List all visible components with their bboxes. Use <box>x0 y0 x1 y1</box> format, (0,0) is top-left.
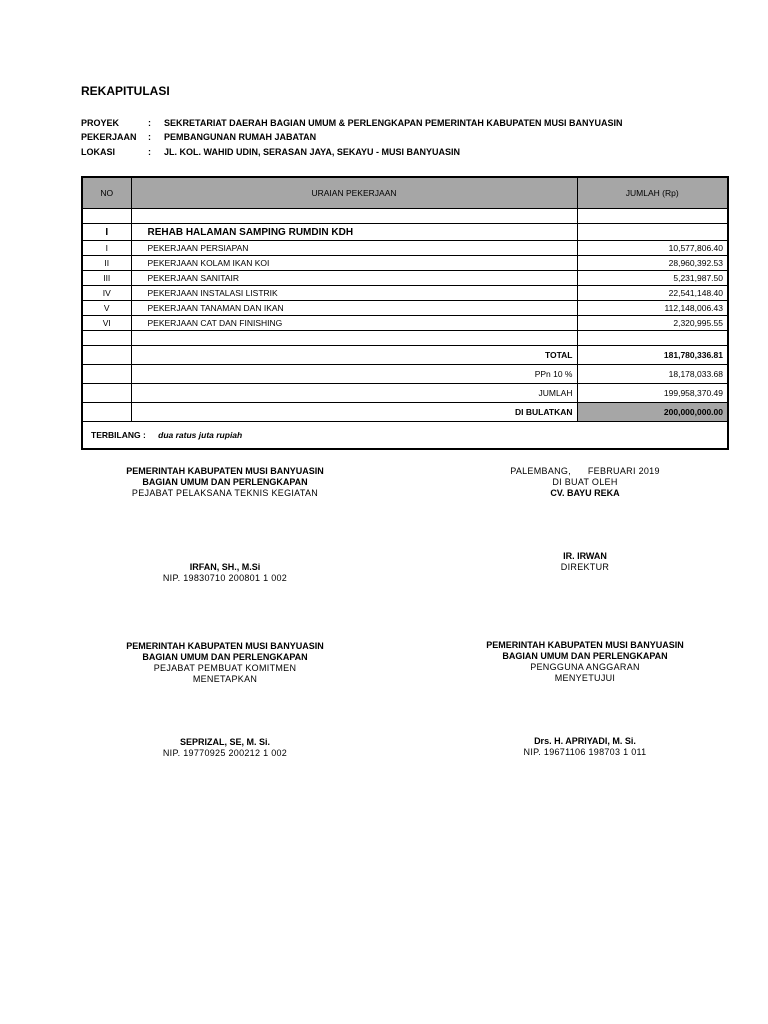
jumlah-row <box>82 384 728 403</box>
jumlah-amount: 199,958,370.49 <box>577 384 728 403</box>
row-desc: PEKERJAAN SANITAIR <box>131 271 577 286</box>
org-name: PEMERINTAH KABUPATEN MUSI BANYUASIN <box>486 640 684 650</box>
signature-block-ppk <box>90 641 360 759</box>
jumlah-label: JUMLAH <box>131 384 577 403</box>
row-no: III <box>82 271 131 286</box>
meta-value: JL. KOL. WAHID UDIN, SERASAN JAYA, SEKAYU - MUSI BANYUASIN <box>164 147 461 157</box>
table-row <box>82 256 728 271</box>
rekap-table <box>81 176 729 450</box>
signer-nip: NIP. 19770925 200212 1 002 <box>162 748 288 758</box>
ppn-amount: 18,178,033.68 <box>577 365 728 384</box>
company-name: CV. BAYU REKA <box>550 488 620 498</box>
row-no: II <box>82 256 131 271</box>
section-title: REHAB HALAMAN SAMPING RUMDIN KDH <box>131 224 577 241</box>
signer-name: IRFAN, SH., M.Si <box>189 562 261 572</box>
meta-label: PROYEK <box>81 118 120 128</box>
table-row-blank <box>82 331 728 346</box>
date: FEBRUARI 2019 <box>587 466 660 476</box>
terbilang-value: dua ratus juta rupiah <box>158 430 243 440</box>
row-desc: PEKERJAAN PERSIAPAN <box>131 241 577 256</box>
ppn-row <box>82 365 728 384</box>
table-row <box>82 286 728 301</box>
signer-action: MENETAPKAN <box>192 674 258 684</box>
header-no: NO <box>82 177 131 209</box>
row-no: I <box>82 241 131 256</box>
row-desc: PEKERJAAN TANAMAN DAN IKAN <box>131 301 577 316</box>
meta-colon: : <box>148 118 151 128</box>
org-unit: BAGIAN UMUM DAN PERLENGKAPAN <box>502 651 668 661</box>
row-amount: 112,148,006.43 <box>577 301 728 316</box>
meta-colon: : <box>148 132 151 142</box>
page-title: REKAPITULASI <box>81 84 170 98</box>
org-name: PEMERINTAH KABUPATEN MUSI BANYUASIN <box>126 641 324 651</box>
row-desc: PEKERJAAN KOLAM IKAN KOI <box>131 256 577 271</box>
signer-role: PEJABAT PELAKSANA TEKNIS KEGIATAN <box>131 488 319 498</box>
row-desc: PEKERJAAN CAT DAN FINISHING <box>131 316 577 331</box>
table-row <box>82 271 728 286</box>
made-by: DI BUAT OLEH <box>552 477 618 487</box>
meta-value: SEKRETARIAT DAERAH BAGIAN UMUM & PERLENGKAPAN PEMERINTAH KABUPATEN MUSI BANYUASIN <box>164 118 623 128</box>
table-row-blank <box>82 209 728 224</box>
signer-name: SEPRIZAL, SE, M. Si. <box>179 737 270 747</box>
row-amount: 22,541,148.40 <box>577 286 728 301</box>
table-header-row <box>82 177 728 209</box>
total-row <box>82 346 728 365</box>
table-row <box>82 316 728 331</box>
bulat-row <box>82 403 728 422</box>
ppn-label: PPn 10 % <box>131 365 577 384</box>
bulat-label: DI BULATKAN <box>131 403 577 422</box>
signer-action: MENYETUJUI <box>554 673 616 683</box>
section-no: I <box>82 224 131 241</box>
row-amount: 10,577,806.40 <box>577 241 728 256</box>
meta-value: PEMBANGUNAN RUMAH JABATAN <box>164 132 317 142</box>
signer-role: DIREKTUR <box>560 562 610 572</box>
signer-role: PEJABAT PEMBUAT KOMITMEN <box>153 663 297 673</box>
row-amount: 28,960,392.53 <box>577 256 728 271</box>
row-amount: 2,320,995.55 <box>577 316 728 331</box>
signer-role: PENGGUNA ANGGARAN <box>530 662 640 672</box>
meta-colon: : <box>148 147 151 157</box>
table-row <box>82 301 728 316</box>
table-row <box>82 241 728 256</box>
terbilang-row <box>82 422 728 450</box>
signer-name: Drs. H. APRIYADI, M. Si. <box>534 736 636 746</box>
terbilang-label: TERBILANG : <box>91 430 146 440</box>
meta-label: LOKASI <box>81 147 116 157</box>
row-no: V <box>82 301 131 316</box>
signature-block-pa <box>450 640 720 758</box>
meta-label: PEKERJAAN <box>81 132 137 142</box>
row-no: IV <box>82 286 131 301</box>
place-date <box>455 466 715 477</box>
signer-nip: NIP. 19671106 198703 1 011 <box>523 747 647 757</box>
signer-nip: NIP. 19830710 200801 1 002 <box>162 573 288 583</box>
org-unit: BAGIAN UMUM DAN PERLENGKAPAN <box>142 477 308 487</box>
row-no: VI <box>82 316 131 331</box>
header-desc: URAIAN PEKERJAAN <box>131 177 577 209</box>
total-amount: 181,780,336.81 <box>577 346 728 365</box>
header-amount: JUMLAH (Rp) <box>577 177 728 209</box>
row-desc: PEKERJAAN INSTALASI LISTRIK <box>131 286 577 301</box>
row-amount: 5,231,987.50 <box>577 271 728 286</box>
section-row <box>82 224 728 241</box>
total-label: TOTAL <box>131 346 577 365</box>
org-name: PEMERINTAH KABUPATEN MUSI BANYUASIN <box>126 466 324 476</box>
signature-block-ppk-teknis <box>90 466 360 584</box>
bulat-amount: 200,000,000.00 <box>577 403 728 422</box>
org-unit: BAGIAN UMUM DAN PERLENGKAPAN <box>142 652 308 662</box>
place: PALEMBANG, <box>510 466 572 476</box>
signer-name: IR. IRWAN <box>563 551 607 561</box>
signature-block-contractor <box>455 466 715 573</box>
